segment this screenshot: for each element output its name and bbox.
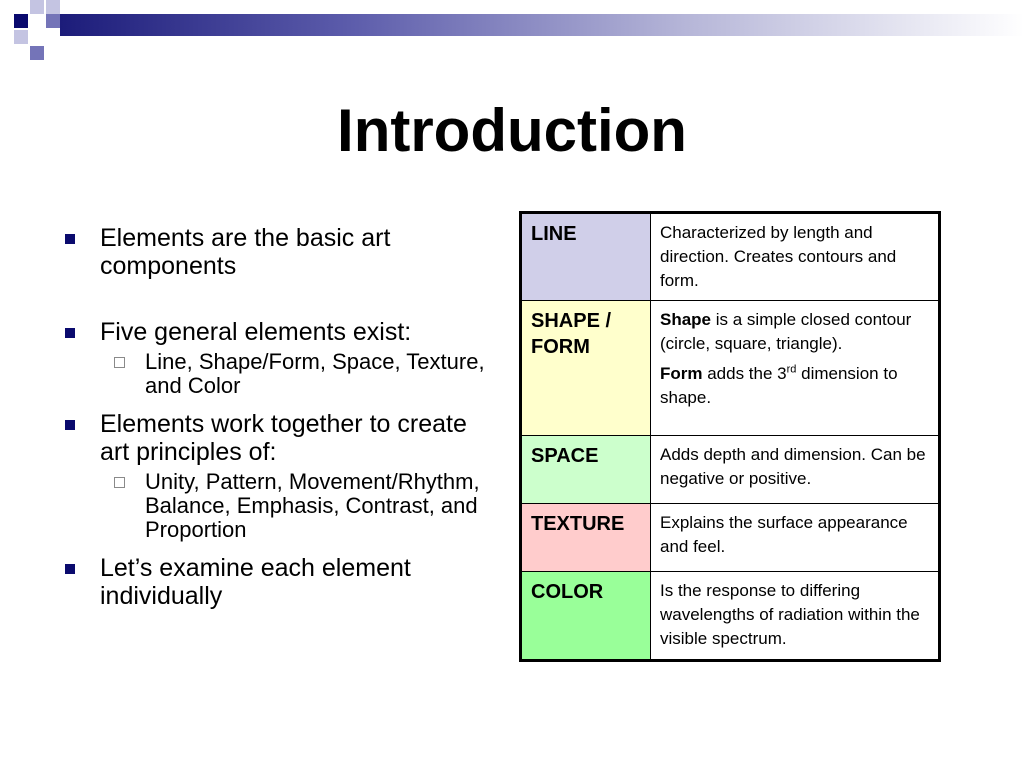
table-row (521, 572, 940, 661)
table-row (521, 213, 940, 301)
superscript-text: rd (786, 363, 797, 376)
bold-term: Shape (660, 310, 712, 329)
element-description-cell (651, 572, 940, 661)
sub-bullet-list (100, 350, 490, 398)
description-text: is a simple closed contour (circle, square, triangle). (660, 310, 912, 353)
decor-square (14, 14, 28, 28)
decor-square (46, 0, 60, 14)
decor-square (46, 14, 60, 28)
bullet-text: Elements work together to create art principles of: (100, 410, 467, 466)
description-text: Adds depth and dimension. Can be negative or positive. (660, 445, 926, 488)
header-gradient-bar (60, 14, 1024, 36)
element-description-cell (651, 301, 940, 436)
description-paragraph (660, 362, 929, 410)
element-description-cell (651, 436, 940, 504)
element-name-cell: LINE (521, 213, 651, 301)
description-text: Is the response to differing wavelengths of radiation within the visible spectrum. (660, 581, 920, 648)
element-name-cell: TEXTURE (521, 504, 651, 572)
bullet-list (60, 224, 490, 622)
description-text: Explains the surface appearance and feel. (660, 513, 908, 556)
bullet-text: Elements are the basic art components (100, 224, 391, 280)
bullet-text: Five general elements exist: (100, 318, 412, 346)
bullet-text: Let’s examine each element individually (100, 554, 411, 610)
header-decoration (0, 0, 1024, 62)
square-bullet-icon (65, 328, 75, 338)
element-name-cell: COLOR (521, 572, 651, 661)
bullet-item (60, 410, 490, 542)
decor-square (30, 46, 44, 60)
slide-title: Introduction (337, 97, 687, 164)
description-text: Characterized by length and direction. Creates contours and form. (660, 223, 897, 290)
bold-term: Form (660, 364, 703, 383)
sub-bullet-item (100, 350, 490, 398)
description-text: dimension to shape. (660, 364, 898, 407)
hollow-square-bullet-icon (114, 477, 125, 488)
bullet-item (60, 224, 490, 280)
sub-bullet-text: Unity, Pattern, Movement/Rhythm, Balance, Emphasis, Contrast, and Proportion (145, 469, 480, 542)
table-row (521, 436, 940, 504)
sub-bullet-item (100, 470, 490, 542)
description-paragraph (660, 221, 929, 293)
table-row (521, 301, 940, 436)
description-paragraph (660, 579, 929, 651)
square-bullet-icon (65, 564, 75, 574)
element-name-cell: SHAPE / FORM (521, 301, 651, 436)
decor-square (14, 30, 28, 44)
element-name-cell: SPACE (521, 436, 651, 504)
element-description-cell (651, 213, 940, 301)
table-row (521, 504, 940, 572)
sub-bullet-text: Line, Shape/Form, Space, Texture, and Color (145, 349, 485, 398)
bullet-item (60, 318, 490, 398)
decor-square (30, 0, 44, 14)
description-text: adds the 3 (702, 364, 787, 383)
square-bullet-icon (65, 420, 75, 430)
description-paragraph (660, 308, 929, 356)
hollow-square-bullet-icon (114, 357, 125, 368)
elements-table (519, 211, 941, 662)
description-paragraph (660, 511, 929, 559)
element-description-cell (651, 504, 940, 572)
sub-bullet-list (100, 470, 490, 542)
square-bullet-icon (65, 234, 75, 244)
bullet-item (60, 554, 490, 610)
description-paragraph (660, 443, 929, 491)
